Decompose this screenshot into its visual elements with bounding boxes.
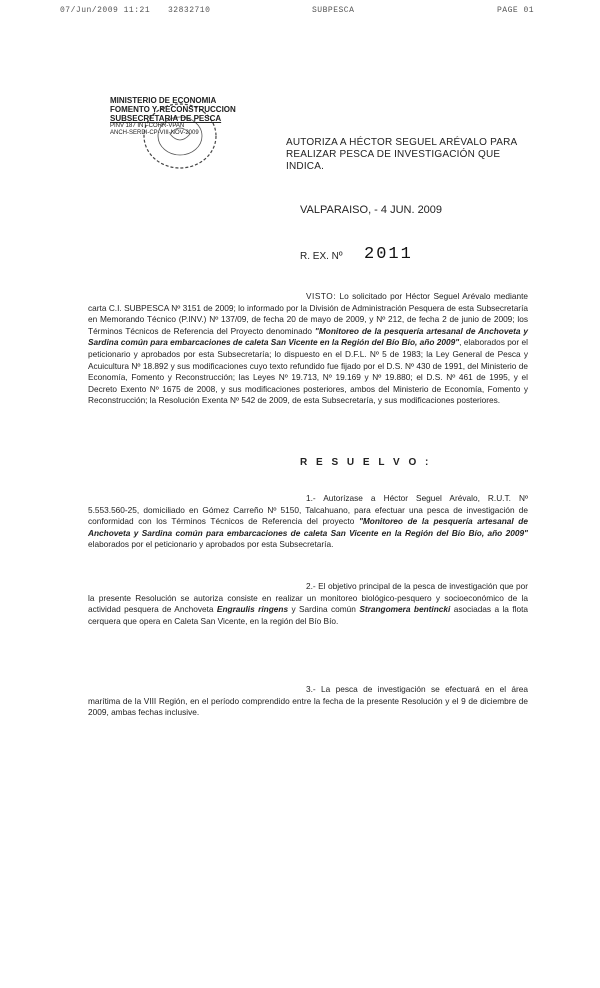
visto-project-title: "Monitoreo de la pesquería artesanal de Anchoveta y Sardina común para embarcaciones de caleta San Vicente en la Región del Bío Bío, año 2009" — [88, 325, 528, 348]
item-2-tail: asociadas a la flota cerquera que opera en Caleta San Vicente, en la región del Bío Bío. — [88, 604, 528, 626]
item-1-paragraph — [88, 493, 528, 551]
fax-header-datetime: 07/Jun/2009 11:21 — [60, 6, 151, 15]
ministry-line-3: SUBSECRETARIA DE PESCA — [110, 114, 222, 123]
ministry-line-4: PINV 187 INT-CORR-VPAN — [110, 123, 185, 129]
item-1-text: 1.- Autorízase a Héctor Seguel Arévalo, R.U.T. Nº 5.553.560-25, domiciliado en Gómez Carreño Nº 5150, Talcahuano, para efectuar una pesca de investigación de conformidad con los Términos Técnicos de Referencia del proyecto — [88, 493, 528, 527]
resuelvo-heading: R E S U E L V O : — [300, 457, 432, 468]
visto-text-1: Lo solicitado por Héctor Seguel Arévalo mediante carta C.I. SUBPESCA Nº 3151 de 2009; lo informado por la División de Administración Pesquera de esta Subsecretaría en Memorando Técnico (P.INV.) Nº 137/09, de fecha 20 de mayo de 2009, y Nº 212, de fecha 2 de junio de 2009; los Términos Técnicos de Referencia del Proyecto denominado — [88, 291, 528, 336]
item-1-project-title: "Monitoreo de la pesquería artesanal de Anchoveta y Sardina común para embarcaciones de caleta San Vicente en la Región del Bío Bío, año 2009" — [88, 516, 528, 538]
place-date: VALPARAISO, - 4 JUN. 2009 — [300, 204, 443, 216]
resolution-number: 2011 — [364, 245, 413, 264]
resolution-title: AUTORIZA A HÉCTOR SEGUEL ARÉVALO PARA REALIZAR PESCA DE INVESTIGACIÓN QUE INDICA. — [286, 137, 517, 172]
ministry-line-2: FOMENTO Y RECONSTRUCCION — [110, 105, 236, 114]
item-2-species-2: Strangomera bentincki — [359, 604, 451, 615]
item-1-tail: elaborados por el peticionario y aprobados por esta Subsecretaría. — [88, 539, 334, 550]
item-2-species-1: Engraulis ringens — [216, 604, 289, 615]
fax-header-page: PAGE 01 — [497, 6, 535, 15]
item-3-paragraph — [88, 684, 528, 719]
ministry-letterhead — [110, 96, 236, 137]
item-2-text: 2.- El objetivo principal de la pesca de investigación que por la presente Resolución se autoriza consiste en realizar un monitoreo biológico-pesquero y socioeconómico de la actividad pesquera de Anchoveta — [88, 581, 528, 615]
ministry-line-1: MINISTERIO DE ECONOMIA — [110, 96, 217, 105]
fax-header-sender: SUBPESCA — [312, 6, 355, 15]
resolution-label: R. EX. Nº — [300, 251, 343, 262]
visto-paragraph — [88, 291, 528, 407]
visto-text-2: , elaborados por el peticionario y aprobados por esta Subsecretaría; lo dispuesto en el D.F.L. Nº 5 de 1983; la Ley General de Pesca y Acuicultura Nº 18.892 y sus modificaciones cuyo texto refundido fue fijado por el D.S. Nº 430 de 1991, del Ministerio de Economía, Fomento y Reconstrucción; las Leyes Nº 19.713, Nº 19.169 y Nº 19.880; el D.S. Nº 461 de 1995, y el Decreto Exento Nº 1675 de 2008, y sus modificaciones posteriores, ambos del Ministerio de Economía, Fomento y Reconstrucción; la Resolución Exenta Nº 542 de 2009, de esta Subsecretaría, y sus modificaciones posteriores. — [88, 337, 528, 406]
item-2-mid: y Sardina común — [288, 604, 356, 615]
fax-header-number: 32832710 — [168, 6, 211, 15]
item-3-text: 3.- La pesca de investigación se efectuará en el área marítima de la VIII Región, en el período comprendido entre la fecha de la presente Resolución y el 9 de diciembre de 2009, ambas fechas inclusive. — [88, 684, 528, 718]
item-2-paragraph — [88, 581, 528, 627]
ministry-line-5: ANCH-SERDI-CP-VIII-NOV-2009 — [110, 130, 199, 136]
visto-lead: VISTO: — [306, 291, 337, 301]
